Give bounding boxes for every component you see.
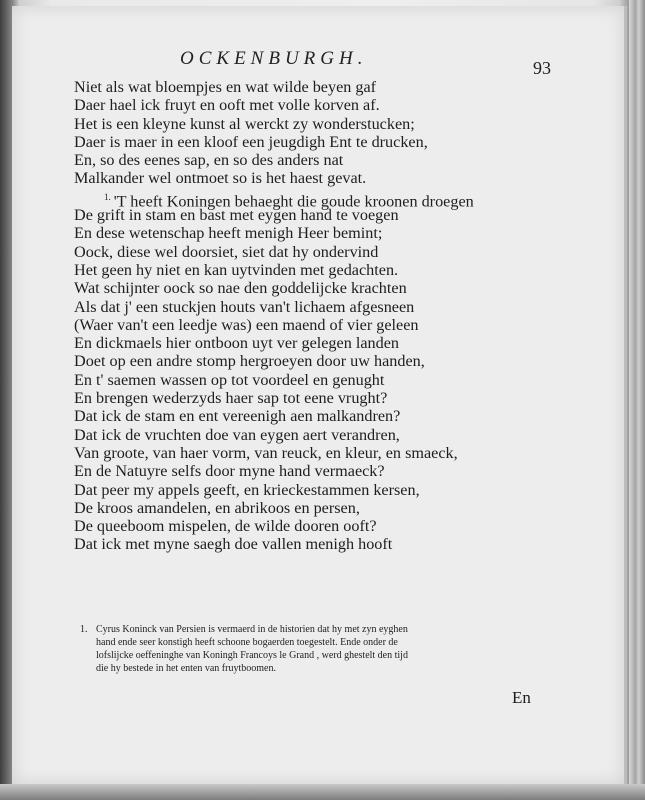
poem-line: Daer hael ick fruyt en ooft met volle korven af. <box>74 96 380 115</box>
poem-line: En, so des eenes sap, en so des anders nat <box>74 151 344 170</box>
poem-line: Dat ick de vruchten doe van eygen aert verandren, <box>74 425 400 444</box>
running-head: OCKENBURGH. <box>180 48 368 69</box>
poem-line: Oock, diese wel doorsiet, siet dat hy ondervind <box>74 242 379 261</box>
poem-line: Doet op een andre stomp hergroeyen door uw handen, <box>74 352 425 371</box>
poem-line: Dat ick met myne saegh doe vallen menigh hooft <box>74 535 393 554</box>
poem-line: En dickmaels hier ontboon uyt ver gelegen landen <box>74 334 399 353</box>
page-edge-right <box>629 0 645 800</box>
poem-line: En brengen wederzyds haer sap tot eene vrught? <box>74 389 388 408</box>
footnote-line: lofslijcke oeffeninghe van Koningh Francoys le Grand , werd ghestelt den tijd <box>96 650 408 661</box>
poem-line: Dat peer my appels geeft, en krieckestammen kersen, <box>74 480 420 499</box>
footnote-marker: 1. <box>104 191 111 202</box>
footnote-line: die hy bestede in het enten van fruytboomen. <box>96 663 276 674</box>
footnote-line: Cyrus Koninck van Persien is vermaerd in de historien dat hy met zyn eyghen <box>96 624 408 635</box>
poem-line-text: 'T heeft Koningen behaeght die goude kroonen droegen <box>113 192 474 211</box>
page-edge-bottom <box>0 784 645 800</box>
footnote-line: hand ende seer konstigh heeft schoone bogaerden toegestelt. Ende onder de <box>96 637 398 648</box>
footnote-number: 1. <box>80 624 88 635</box>
page-number: 93 <box>533 58 551 78</box>
poem-line: Dat ick de stam en ent vereenigh aen malkandren? <box>74 407 401 426</box>
catchword: En <box>512 688 531 707</box>
poem-line: Niet als wat bloempjes en wat wilde beyen gaf <box>74 78 377 96</box>
footnote <box>80 623 526 675</box>
poem-line: Het is een kleyne kunst al werckt zy wonderstucken; <box>74 114 415 133</box>
poem-line-with-note <box>74 188 544 211</box>
poem-line: Daer is maer in een kloof een jeugdigh Ent te drucken, <box>74 132 428 151</box>
poem-line: De kroos amandelen, en abrikoos en persen, <box>74 498 360 517</box>
poem-line: Het geen hy niet en kan uytvinden met gedachten. <box>74 260 399 279</box>
poem-line: (Waer van't een leedje was) een maend of vier geleen <box>74 315 419 334</box>
poem-line: De queeboom mispelen, de wilde dooren ooft? <box>74 517 377 536</box>
poem-line: Wat schijnter oock so nae den goddelijcke krachten <box>74 279 407 298</box>
poem-line: De grift in stam en bast met eygen hand te voegen <box>74 206 399 225</box>
poem-line: Van groote, van haer vorm, van reuck, en kleur, en smaeck, <box>74 443 458 462</box>
poem-line: En de Natuyre selfs door myne hand vermaeck? <box>74 462 385 481</box>
poem-line: Als dat j' een stuckjen houts van't lichaem afgesneen <box>74 297 415 316</box>
poem-line: En dese wetenschap heeft menigh Heer bemint; <box>74 224 383 243</box>
poem-line: En t' saemen wassen op tot voordeel en genught <box>74 370 385 389</box>
poem-line: Malkander wel ontmoet so is het haest gevat. <box>74 169 367 188</box>
poem-text <box>74 78 544 554</box>
